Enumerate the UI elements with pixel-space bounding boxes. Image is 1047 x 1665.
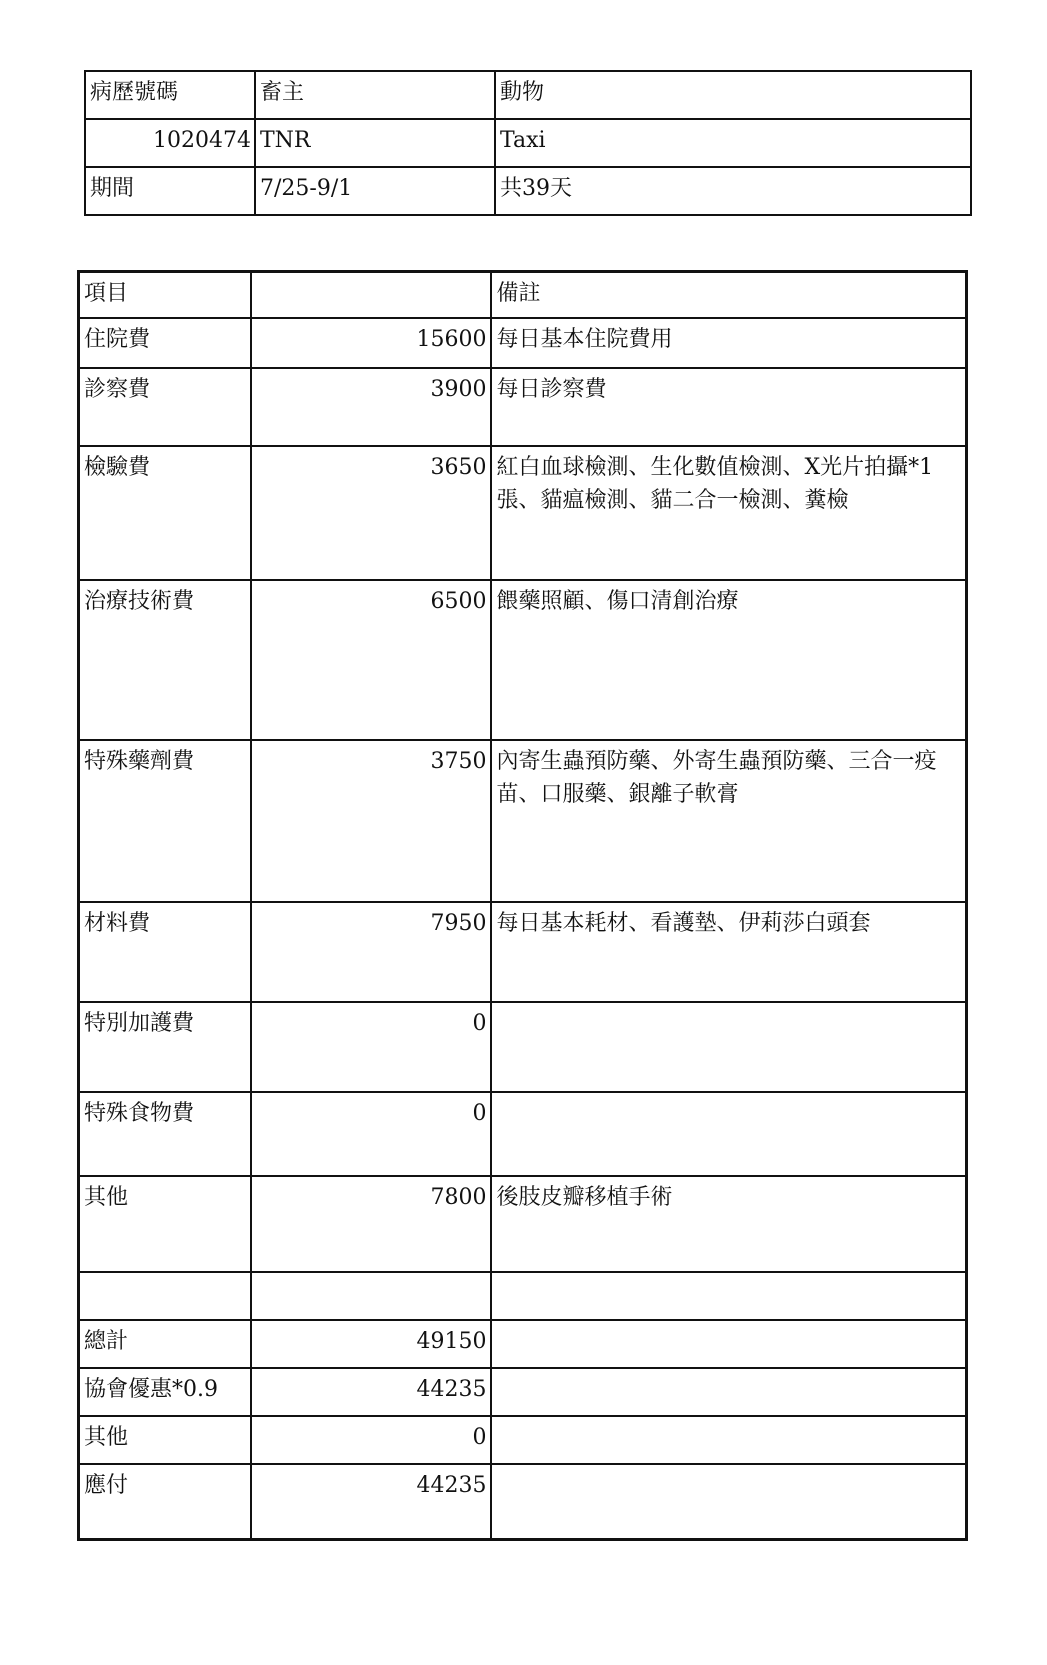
other-adjust-amount: 0 bbox=[251, 1416, 491, 1464]
total-remark bbox=[491, 1320, 967, 1368]
other-adjust-remark bbox=[491, 1416, 967, 1464]
remark-cell: 每日診察費 bbox=[491, 368, 967, 446]
item-header: 項目 bbox=[79, 272, 251, 318]
remark-cell: 每日基本住院費用 bbox=[491, 318, 967, 368]
amount-header bbox=[251, 272, 491, 318]
other-adjust-label: 其他 bbox=[79, 1416, 251, 1464]
period-label: 期間 bbox=[85, 167, 255, 215]
remark-cell: 每日基本耗材、看護墊、伊莉莎白頭套 bbox=[491, 902, 967, 1002]
amount-cell: 3650 bbox=[251, 446, 491, 580]
amount-cell bbox=[251, 1272, 491, 1320]
cost-row bbox=[79, 902, 967, 1002]
record-number-value: 1020474 bbox=[85, 119, 255, 167]
remark-cell: 後肢皮瓣移植手術 bbox=[491, 1176, 967, 1272]
cost-row-blank bbox=[79, 1272, 967, 1320]
cost-row bbox=[79, 1002, 967, 1092]
total-amount: 49150 bbox=[251, 1320, 491, 1368]
amount-cell: 15600 bbox=[251, 318, 491, 368]
item-cell: 檢驗費 bbox=[79, 446, 251, 580]
record-number-header: 病歷號碼 bbox=[85, 71, 255, 119]
duration-value: 共39天 bbox=[495, 167, 971, 215]
item-cell: 診察費 bbox=[79, 368, 251, 446]
cost-row bbox=[79, 1092, 967, 1176]
payable-label: 應付 bbox=[79, 1464, 251, 1540]
owner-value: TNR bbox=[255, 119, 495, 167]
cost-header-row bbox=[79, 272, 967, 318]
info-period-row bbox=[85, 167, 971, 215]
info-value-row bbox=[85, 119, 971, 167]
payable-remark bbox=[491, 1464, 967, 1540]
animal-header: 動物 bbox=[495, 71, 971, 119]
discount-row bbox=[79, 1368, 967, 1416]
cost-row bbox=[79, 580, 967, 740]
discount-remark bbox=[491, 1368, 967, 1416]
remark-header: 備註 bbox=[491, 272, 967, 318]
other-adjust-row bbox=[79, 1416, 967, 1464]
remark-cell bbox=[491, 1272, 967, 1320]
total-label: 總計 bbox=[79, 1320, 251, 1368]
amount-cell: 3900 bbox=[251, 368, 491, 446]
item-cell: 住院費 bbox=[79, 318, 251, 368]
item-cell: 特別加護費 bbox=[79, 1002, 251, 1092]
item-cell: 特殊食物費 bbox=[79, 1092, 251, 1176]
item-cell: 材料費 bbox=[79, 902, 251, 1002]
period-value: 7/25-9/1 bbox=[255, 167, 495, 215]
item-cell: 其他 bbox=[79, 1176, 251, 1272]
owner-header: 畜主 bbox=[255, 71, 495, 119]
item-cell: 特殊藥劑費 bbox=[79, 740, 251, 902]
item-cell: 治療技術費 bbox=[79, 580, 251, 740]
cost-row bbox=[79, 740, 967, 902]
record-info-table bbox=[84, 70, 972, 216]
cost-row bbox=[79, 368, 967, 446]
remark-cell bbox=[491, 1002, 967, 1092]
payable-row bbox=[79, 1464, 967, 1540]
amount-cell: 0 bbox=[251, 1002, 491, 1092]
cost-row bbox=[79, 446, 967, 580]
amount-cell: 7800 bbox=[251, 1176, 491, 1272]
payable-amount: 44235 bbox=[251, 1464, 491, 1540]
amount-cell: 7950 bbox=[251, 902, 491, 1002]
discount-label: 協會優惠*0.9 bbox=[79, 1368, 251, 1416]
amount-cell: 0 bbox=[251, 1092, 491, 1176]
remark-cell: 內寄生蟲預防藥、外寄生蟲預防藥、三合一疫苗、口服藥、銀離子軟膏 bbox=[491, 740, 967, 902]
cost-row bbox=[79, 318, 967, 368]
remark-cell bbox=[491, 1092, 967, 1176]
remark-cell: 紅白血球檢測、生化數值檢測、X光片拍攝*1張、貓瘟檢測、貓二合一檢測、糞檢 bbox=[491, 446, 967, 580]
discount-amount: 44235 bbox=[251, 1368, 491, 1416]
amount-cell: 6500 bbox=[251, 580, 491, 740]
total-row bbox=[79, 1320, 967, 1368]
info-header-row bbox=[85, 71, 971, 119]
remark-cell: 餵藥照顧、傷口清創治療 bbox=[491, 580, 967, 740]
item-cell bbox=[79, 1272, 251, 1320]
cost-row bbox=[79, 1176, 967, 1272]
amount-cell: 3750 bbox=[251, 740, 491, 902]
cost-table bbox=[77, 270, 968, 1541]
animal-value: Taxi bbox=[495, 119, 971, 167]
